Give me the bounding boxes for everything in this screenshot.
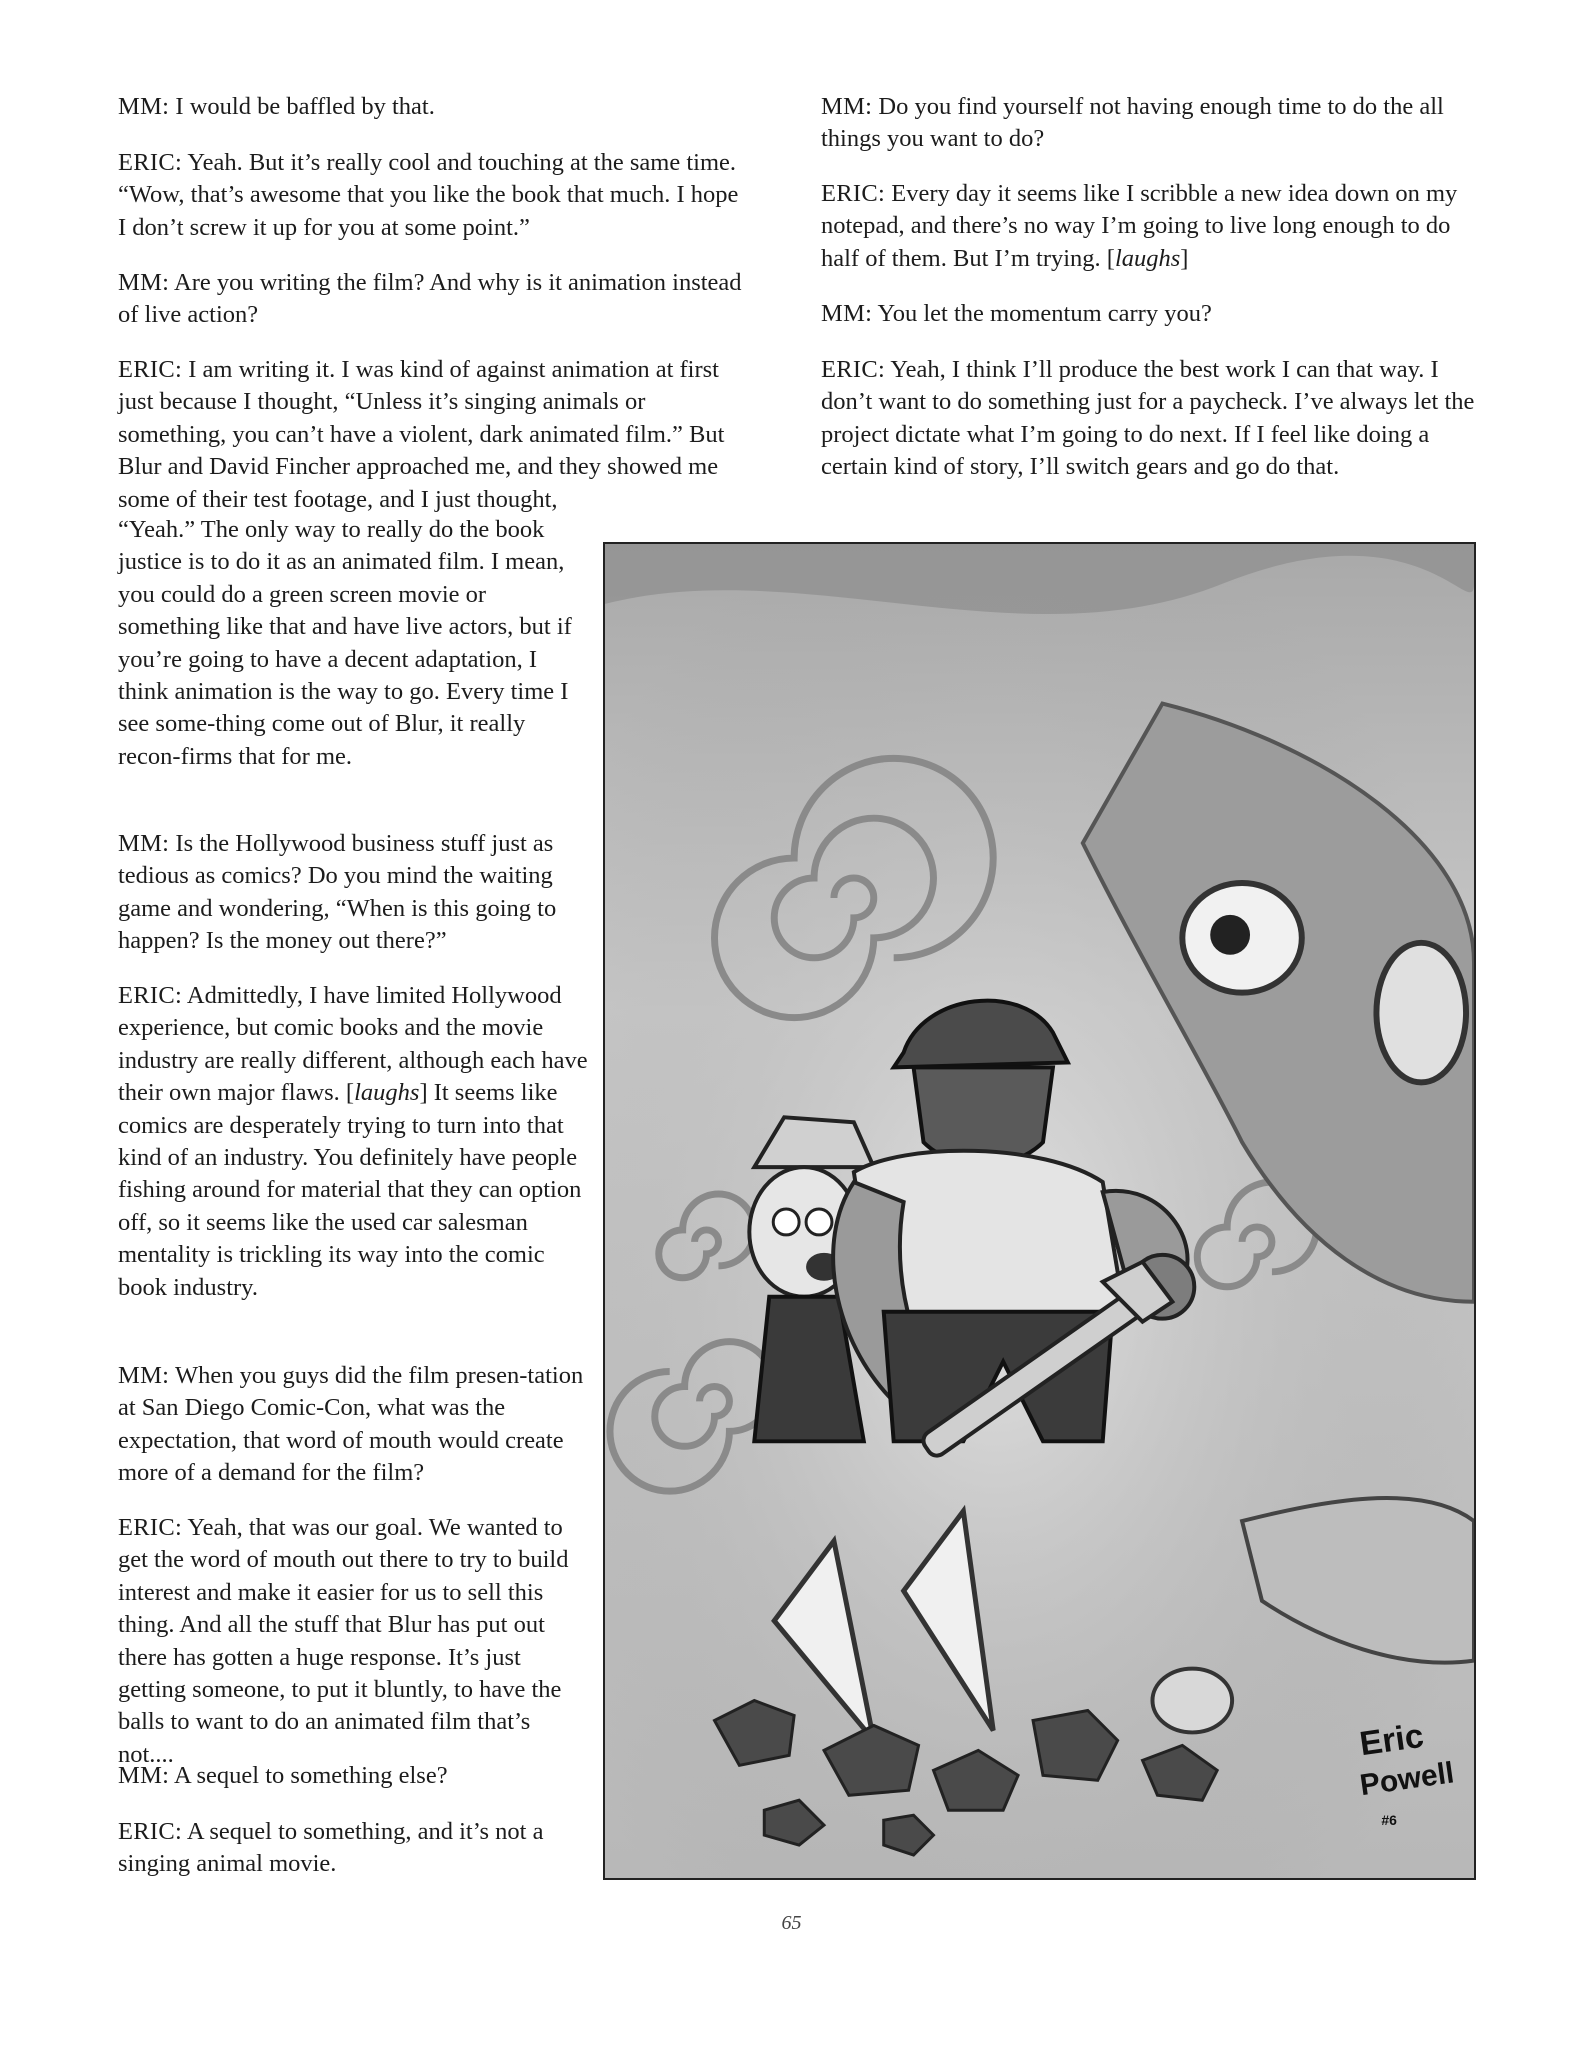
speaker-label: MM: — [118, 830, 170, 857]
speaker-label: ERIC: — [821, 356, 886, 383]
speaker-label: MM: — [118, 93, 170, 120]
sidekick-eye — [806, 1209, 832, 1235]
paragraph-text: I would be baffled by that. — [169, 93, 435, 120]
speaker-label: MM: — [118, 1362, 170, 1389]
right-paragraph-3 — [821, 298, 1481, 330]
skull — [1152, 1669, 1232, 1733]
goon-illustration — [603, 542, 1476, 1880]
signature-last: Powell — [1357, 1756, 1457, 1803]
speaker-label: MM: — [118, 269, 170, 296]
speaker-label: MM: — [821, 300, 873, 327]
page-number: 65 — [781, 1912, 802, 1934]
speaker-label: MM: — [821, 93, 873, 120]
paragraph-text: Yeah, that was our goal. We wanted to get the word of mouth out there to try to build interest and make it easier for us to sell this thing. And all the stuff that Blur has put out there has gotten a huge response. It’s just getting someone, to put it bluntly, to have the balls to want to do an animated film that’s not.... — [118, 1514, 569, 1768]
laughs-italic: laughs — [1114, 244, 1181, 272]
speaker-label: ERIC: — [821, 180, 886, 207]
left-paragraph-9 — [118, 1512, 588, 1771]
signature-mark: #6 — [1381, 1812, 1397, 1829]
paragraph-text: You let the momentum carry you? — [872, 300, 1212, 327]
paragraph-text: Is the Hollywood business stuff just as tedious as comics? Do you mind the waiting game and wondering, “When is this going to happen? Is the money out there?” — [118, 830, 557, 955]
speaker-label: ERIC: — [118, 1818, 183, 1845]
paragraph-text: Do you find yourself not having enough time to do the all things you want to do? — [821, 93, 1444, 153]
paragraph-text: A sequel to something, and it’s not a singing animal movie. — [118, 1818, 544, 1878]
speaker-label: ERIC: — [118, 149, 183, 176]
right-paragraph-1 — [821, 91, 1481, 156]
monster-pupil — [1210, 915, 1250, 955]
paragraph-text: Are you writing the film? And why is it animation instead of live action? — [118, 269, 742, 329]
paragraph-text: A sequel to something else? — [169, 1762, 448, 1789]
left-paragraph-7 — [118, 980, 588, 1304]
speaker-label: ERIC: — [118, 982, 183, 1009]
left-paragraph-6 — [118, 828, 588, 958]
left-paragraph-8 — [118, 1360, 588, 1490]
paragraph-text: ] It seems like comics are desperately trying to turn into that kind of an industry. You definitely have people fishing around for material that they can option off, so it seems like the used car salesman mentality is trickling its way into the comic book industry. — [118, 1079, 582, 1301]
right-paragraph-2 — [821, 178, 1481, 275]
laughs-italic: laughs — [354, 1079, 420, 1107]
left-paragraph-11 — [118, 1816, 588, 1881]
sidekick-eye — [773, 1209, 799, 1235]
paragraph-text: Yeah, I think I’ll produce the best work I can that way. I don’t want to do something just for a paycheck. I’ve always let the project dictate what I’m going to do next. If I feel like doing a certain kind of story, I’ll switch gears and go do that. — [821, 356, 1475, 481]
illustration-svg — [605, 544, 1474, 1878]
paragraph-text: Every day it seems like I scribble a new idea down on my notepad, and there’s no way I’m going to live long enough to do half of them. But I’m trying. [ — [821, 180, 1458, 272]
left-paragraph-10 — [118, 1760, 588, 1792]
left-paragraph-3 — [118, 267, 748, 332]
speaker-label: ERIC: — [118, 356, 183, 383]
left-paragraph-1 — [118, 91, 588, 123]
speaker-label: MM: — [118, 1762, 170, 1789]
left-paragraph-5 — [118, 514, 588, 773]
paragraph-text: “Yeah.” The only way to really do the book justice is to do it as an animated film. I mean, you could do a green screen movie or something like that and have live actors, but if you’re going to have a decent adaptation, I think animation is the way to go. Every time I see some-thing come out of Blur, it really recon-firms that for me. — [118, 516, 572, 770]
speaker-label: ERIC: — [118, 1514, 183, 1541]
paragraph-text: When you guys did the film presen-tation at San Diego Comic-Con, what was the expectation, that word of mouth would create more of a demand for the film? — [118, 1362, 584, 1487]
right-paragraph-4 — [821, 354, 1481, 484]
left-paragraph-4 — [118, 354, 753, 516]
monster-eye-2 — [1376, 943, 1466, 1083]
paragraph-text: Admittedly, I have limited Hollywood experience, but comic books and the movie industry are really different, although each have their own major flaws. [ — [118, 982, 588, 1107]
paragraph-text: Yeah. But it’s really cool and touching at the same time. “Wow, that’s awesome that you like the book that much. I hope I don’t screw it up for you at some point.” — [118, 149, 739, 241]
signature-first: Eric — [1357, 1716, 1426, 1764]
left-paragraph-2 — [118, 147, 748, 244]
paragraph-text: I am writing it. I was kind of against animation at first just because I thought, “Unless it’s singing animals or something, you can’t have a violent, dark animated film.” But Blur and David Fincher approached me, and they showed me some of their test footage, and I just thought, — [118, 356, 725, 513]
paragraph-text: ] — [1180, 244, 1189, 272]
